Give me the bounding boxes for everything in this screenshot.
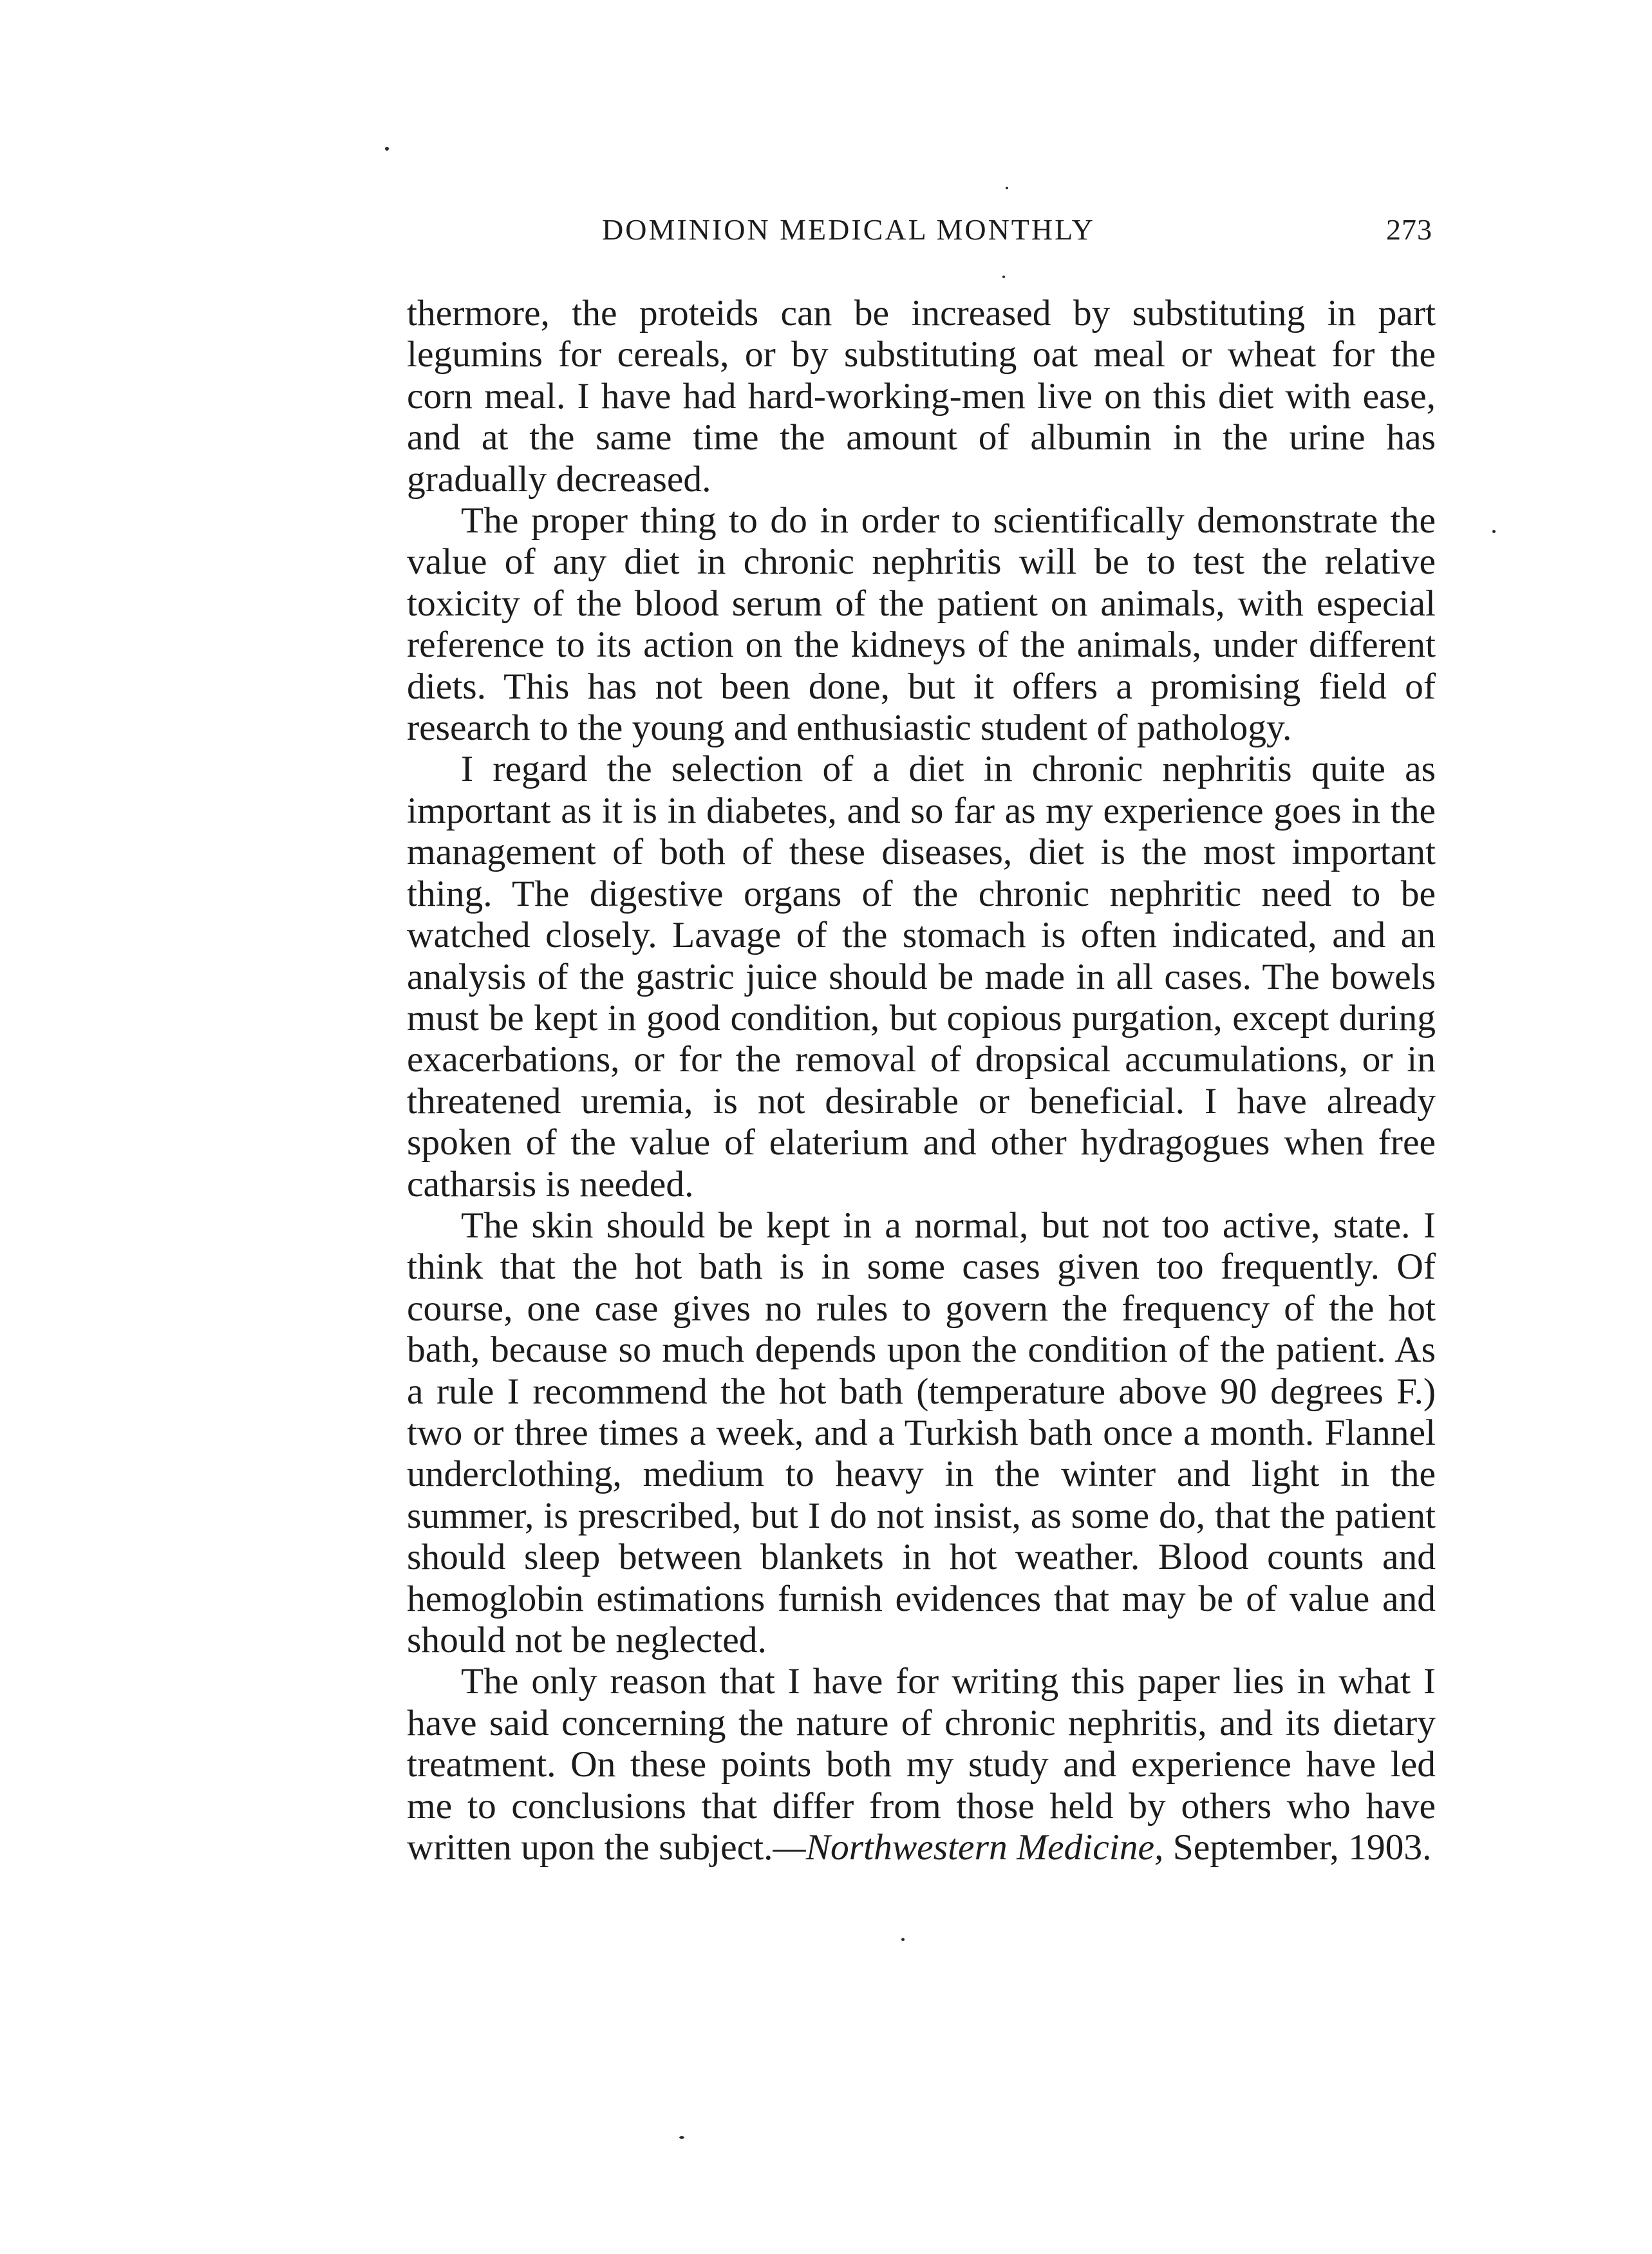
article-body — [407, 293, 1436, 1868]
paragraph-4: The skin should be kept in a normal, but not too active, state. I think that the hot bath is in some cases given too frequently. Of course, one case gives no rules to govern the frequency of the hot bath, because so much depends upon the condition of the patient. As a rule I recommend the hot bath (temperature above 90 degrees F.) two or three times a week, and a Turkish bath once a month. Flannel underclothing, medium to heavy in the winter and light in the summer, is prescribed, but I do not insist, as some do, that the patient should sleep between blankets in hot weather. Blood counts and hemoglobin estimations furnish evidences that may be of value and should not be neglected. — [407, 1205, 1436, 1660]
paragraph-2: The proper thing to do in order to scientifically demonstrate the value of any diet in chronic nephritis will be to test the relative toxicity of the blood serum of the patient on animals, with especial reference to its action on the kidneys of the animals, under different diets. This has not been done, but it offers a promising field of research to the young and enthusiastic student of pathology. — [407, 500, 1436, 749]
running-title: DOMINION MEDICAL MONTHLY — [602, 213, 1095, 246]
scan-speck — [385, 147, 389, 151]
source-date: September, 1903. — [1163, 1827, 1432, 1868]
paragraph-1: thermore, the proteids can be increased by substituting in part legumins for cereals, or by substituting oat meal or wheat for the corn meal. I have had hard-working-men live on this diet with ease, and at the same time the amount of albumin in the urine has gradually decreased. — [407, 293, 1436, 500]
scan-speck — [901, 1938, 905, 1941]
paragraph-3: I regard the selection of a diet in chronic nephritis quite as important as it is in diabetes, and so far as my experience goes in the management of both of these diseases, diet is the most important thing. The digestive organs of the chronic nephritic need to be watched closely. Lavage of the stomach is often indicated, and an analysis of the gastric juice should be made in all cases. The bowels must be kept in good condition, but copious purgation, except during exacerbations, or for the removal of dropsical accumulations, or in threatened uremia, is not desirable or beneficial. I have already spoken of the value of elaterium and other hydragogues when free catharsis is needed. — [407, 749, 1436, 1205]
running-head — [409, 212, 1432, 258]
paragraph-5 — [407, 1661, 1436, 1868]
scan-speck — [679, 2136, 684, 2139]
scan-speck — [1006, 187, 1008, 189]
page-number: 273 — [1386, 213, 1432, 246]
paragraph-5-text: The only reason that I have for writing this paper lies in what I have said concerning the nature of chronic nephritis, and its dietary treatment. On these points both my study and experience have led me to conclusions that differ from those held by others who have written upon the subject. — [407, 1661, 1436, 1868]
scan-speck — [1002, 276, 1005, 278]
source-citation: —Northwestern Medicine, — [773, 1827, 1164, 1868]
scan-speck — [1492, 530, 1496, 533]
